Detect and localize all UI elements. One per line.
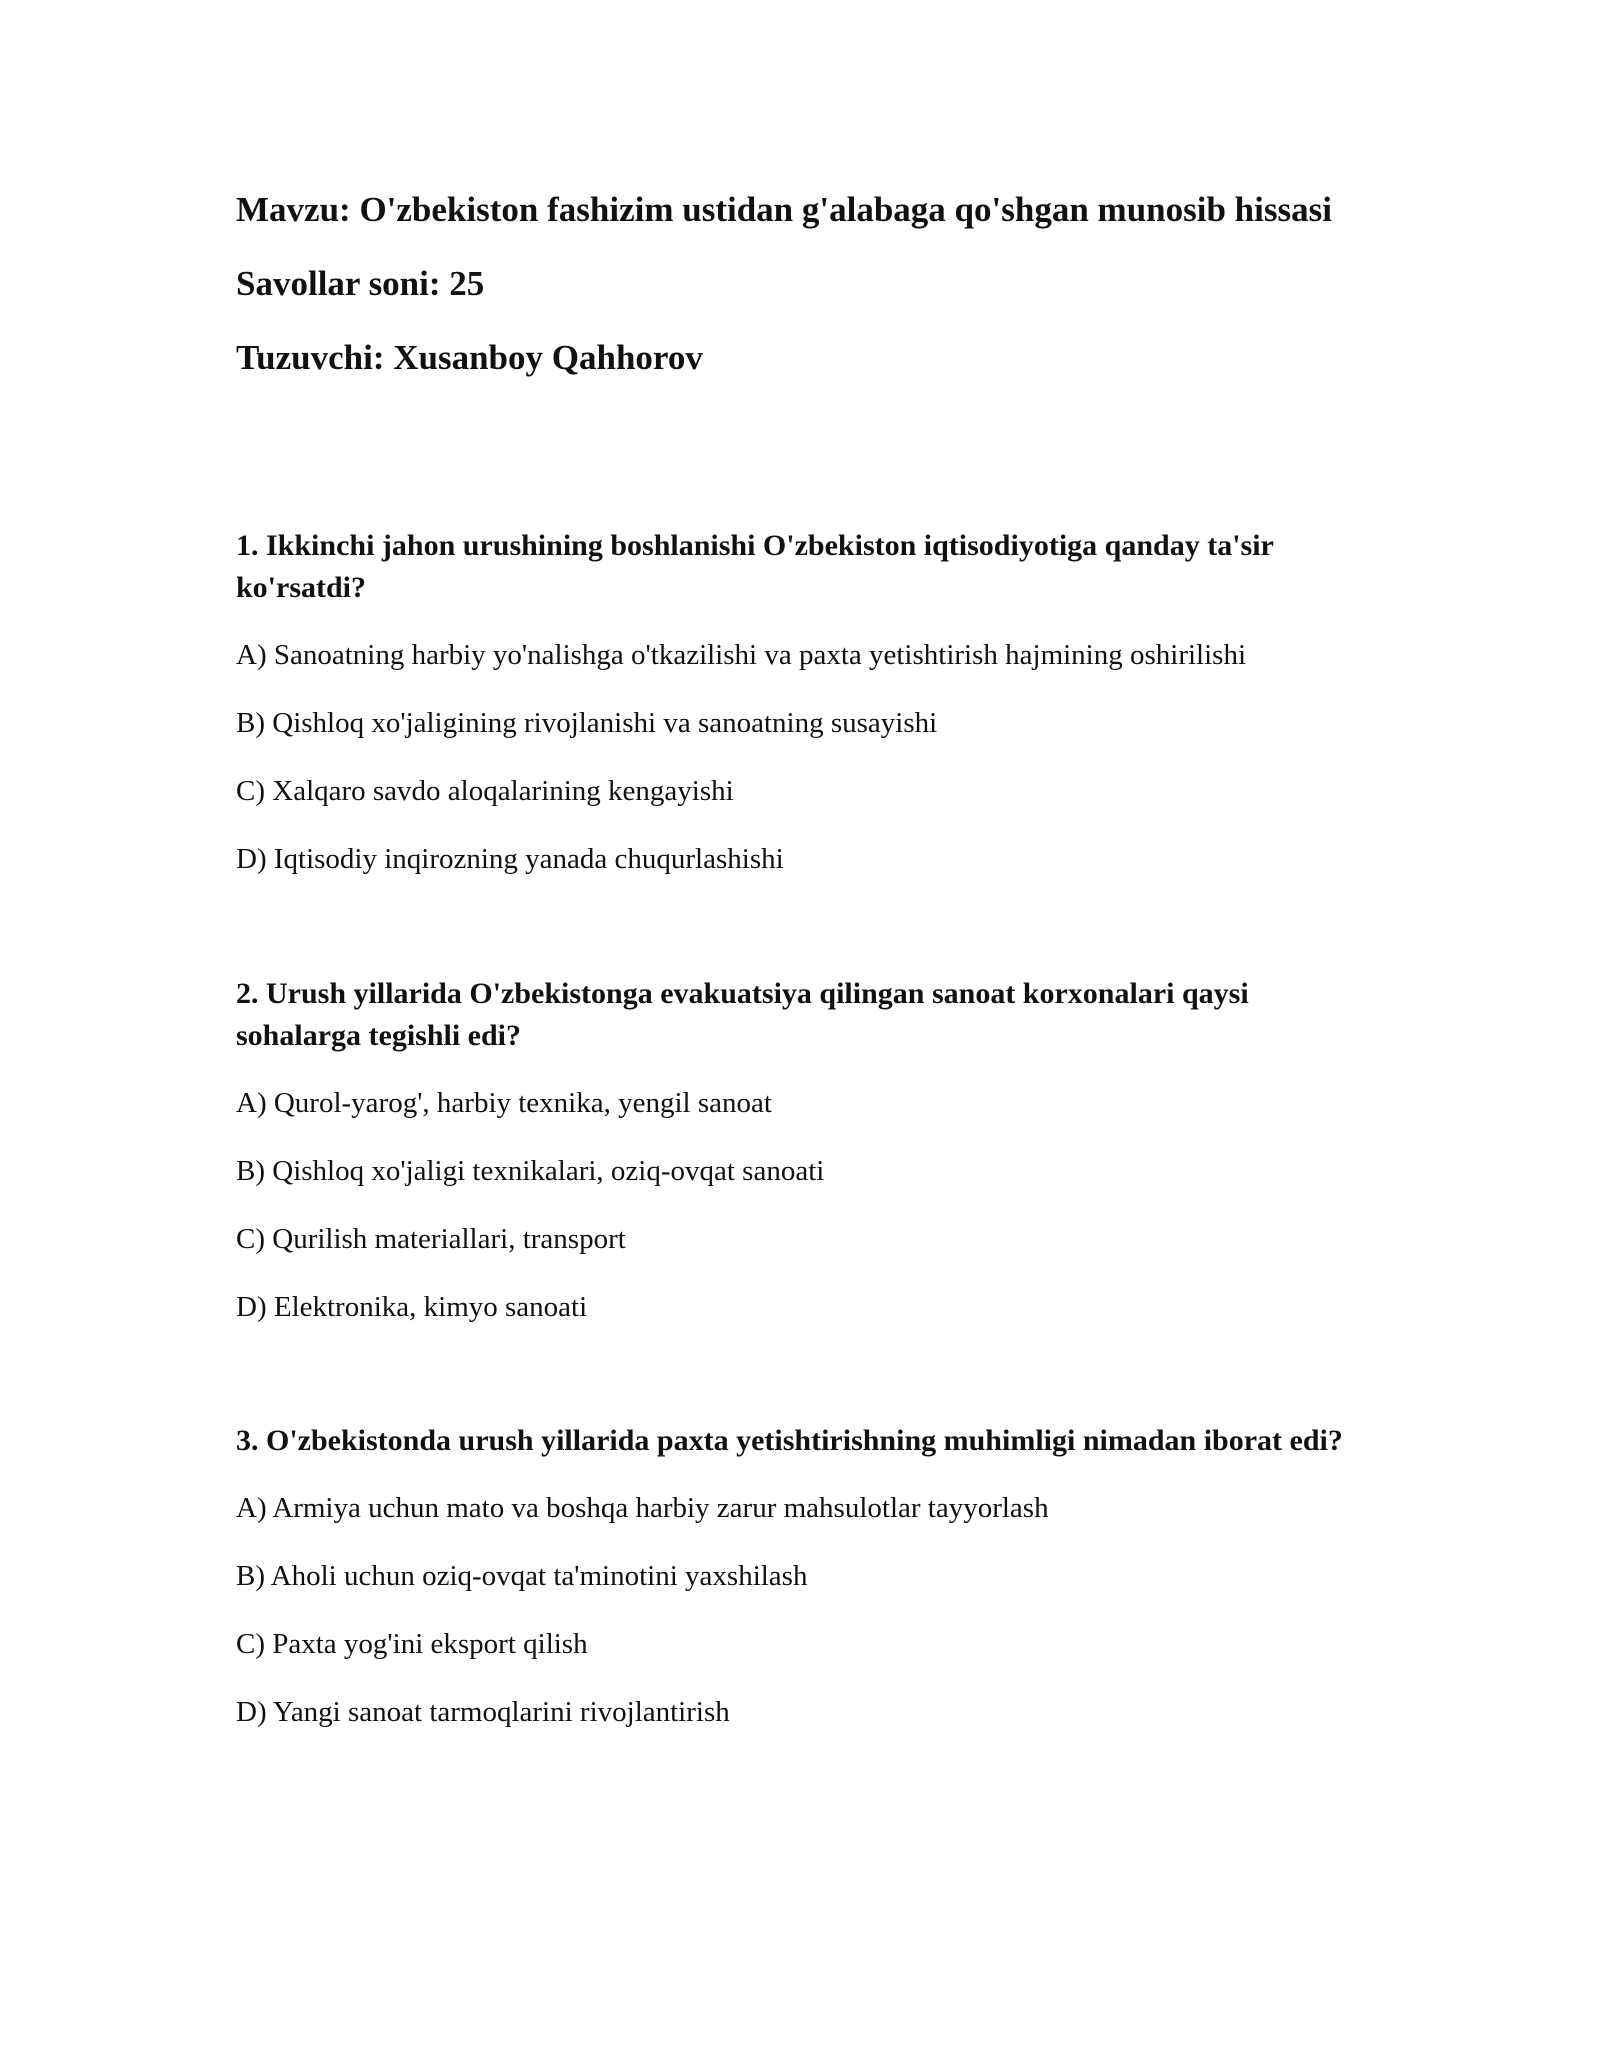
document-header xyxy=(236,186,1366,382)
question-3-text: 3. O'zbekistonda urush yillarida paxta yetishtirishning muhimligi nimadan iborat edi? xyxy=(236,1424,1343,1457)
question-1-option-d: D) Iqtisodiy inqirozning yanada chuqurlashishi xyxy=(236,843,784,875)
question-3-option-b: B) Aholi uchun oziq-ovqat ta'minotini yaxshilash xyxy=(236,1560,808,1592)
question-1-option-c: C) Xalqaro savdo aloqalarining kengayishi xyxy=(236,775,734,807)
question-count: Savollar soni: 25 xyxy=(236,264,485,303)
topic-title: Mavzu: O'zbekiston fashizim ustidan g'alabaga qo'shgan munosib hissasi xyxy=(236,190,1332,229)
question-2-option-a: A) Qurol-yarog', harbiy texnika, yengil sanoat xyxy=(236,1087,772,1119)
question-3-option-c: C) Paxta yog'ini eksport qilish xyxy=(236,1628,588,1660)
author-line: Tuzuvchi: Xusanboy Qahhorov xyxy=(236,338,703,377)
question-2-option-d: D) Elektronika, kimyo sanoati xyxy=(236,1291,588,1323)
question-3-option-a: A) Armiya uchun mato va boshqa harbiy zarur mahsulotlar tayyorlash xyxy=(236,1492,1049,1524)
question-2-text: 2. Urush yillarida O'zbekistonga evakuatsiya qilingan sanoat korxonalari qaysi sohalarga tegishli edi? xyxy=(236,977,1249,1052)
question-2-option-b: B) Qishloq xo'jaligi texnikalari, oziq-ovqat sanoati xyxy=(236,1155,825,1187)
question-1-option-a: A) Sanoatning harbiy yo'nalishga o'tkazilishi va paxta yetishtirish hajmining oshirilishi xyxy=(236,639,1247,671)
question-3 xyxy=(236,1420,1366,1732)
question-3-option-d: D) Yangi sanoat tarmoqlarini rivojlantirish xyxy=(236,1696,730,1728)
question-1-option-b: B) Qishloq xo'jaligining rivojlanishi va sanoatning susayishi xyxy=(236,707,938,739)
question-2-option-c: C) Qurilish materiallari, transport xyxy=(236,1223,626,1255)
question-2 xyxy=(236,973,1366,1327)
question-1 xyxy=(236,525,1366,879)
question-1-text: 1. Ikkinchi jahon urushining boshlanishi O'zbekiston iqtisodiyotiga qanday ta'sir ko'rsatdi? xyxy=(236,529,1274,604)
